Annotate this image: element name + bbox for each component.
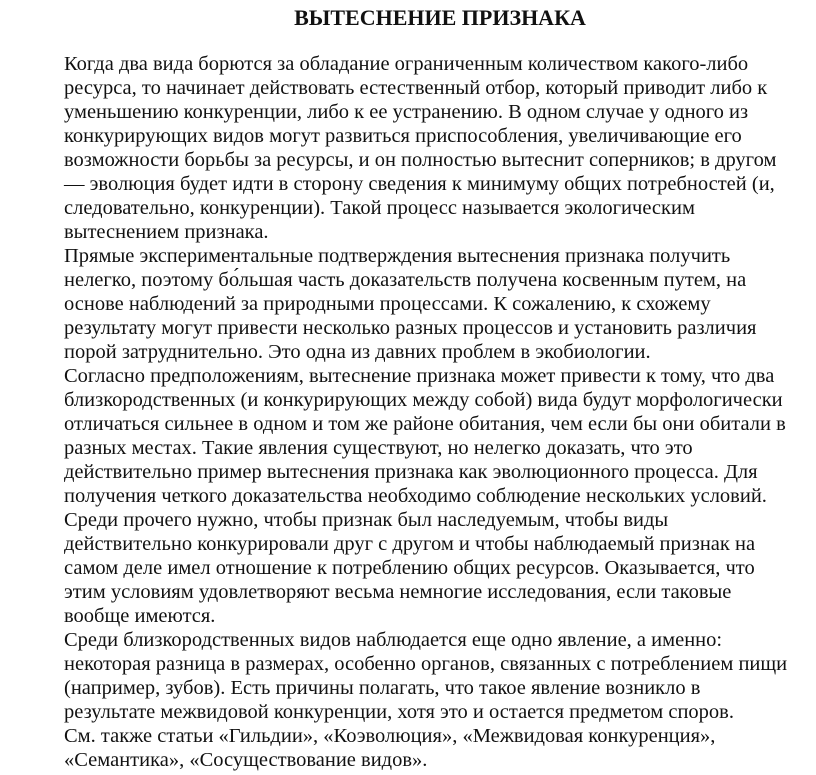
paragraph-see-also: [64, 724, 816, 772]
text-line: этим условиям удовлетворяют весьма немногие исследования, если таковые: [64, 581, 732, 603]
text-line: Среди близкородственных видов наблюдается еще одно явление, а именно:: [64, 629, 723, 651]
text-line: порой затруднительно. Это одна из давних проблем в экобиологии.: [64, 341, 651, 363]
text-line: «Семантика», «Сосуществование видов».: [64, 749, 428, 771]
text-line: действительно конкурировали друг с другом и чтобы наблюдаемый признак на: [64, 533, 756, 555]
text-line: нелегко, поэтому бо́льшая часть доказательств получена косвенным путем, на: [64, 269, 747, 291]
text-line: получения четкого доказательства необходимо соблюдение нескольких условий.: [64, 485, 767, 507]
text-line: вообще имеются.: [64, 605, 216, 627]
paragraph-2: [64, 244, 816, 364]
document-title: ВЫТЕСНЕНИЕ ПРИЗНАКА: [294, 5, 586, 30]
text-line: уменьшению конкуренции, либо к ее устранению. В одном случае у одного из: [64, 101, 749, 123]
text-line: вытеснением признака.: [64, 221, 269, 243]
text-line: результату могут привести несколько разных процессов и установить различия: [64, 317, 757, 339]
document-body: [64, 52, 816, 772]
paragraph-3: [64, 364, 816, 628]
text-line: Когда два вида борются за обладание ограниченным количеством какого-либо: [64, 53, 749, 75]
text-line: самом деле имел отношение к потреблению общих ресурсов. Оказывается, что: [64, 557, 755, 579]
paragraph-4: [64, 628, 816, 724]
text-line: близкородственных (и конкурирующих между собой) вида будут морфологически: [64, 389, 783, 411]
text-line: возможности борьбы за ресурсы, и он полностью вытеснит соперников; в другом: [64, 149, 777, 171]
text-line: отличаться сильнее в одном и том же районе обитания, чем если бы они обитали в: [64, 413, 786, 435]
text-line: Согласно предположениям, вытеснение признака может привести к тому, что два: [64, 365, 775, 387]
text-line: ресурса, то начинает действовать естественный отбор, который приводит либо к: [64, 77, 768, 99]
text-line: некоторая разница в размерах, особенно органов, связанных с потреблением пищи: [64, 653, 788, 675]
text-line: Среди прочего нужно, чтобы признак был наследуемым, чтобы виды: [64, 509, 669, 531]
text-line: результате межвидовой конкуренции, хотя это и остается предметом споров.: [64, 701, 734, 723]
text-line: действительно пример вытеснения признака как эволюционного процесса. Для: [64, 461, 758, 483]
text-line: основе наблюдений за природными процессами. К сожалению, к схожему: [64, 293, 711, 315]
text-line: — эволюция будет идти в сторону сведения к минимуму общих потребностей (и,: [64, 173, 775, 195]
paragraph-1: [64, 52, 816, 244]
text-line: (например, зубов). Есть причины полагать, что такое явление возникло в: [64, 677, 701, 699]
text-line: разных местах. Такие явления существуют, но нелегко доказать, что это: [64, 437, 693, 459]
text-line: конкурирующих видов могут развиться приспособления, увеличивающие его: [64, 125, 742, 147]
text-line: Прямые экспериментальные подтверждения вытеснения признака получить: [64, 245, 731, 267]
text-line: следовательно, конкуренции). Такой процесс называется экологическим: [64, 197, 695, 219]
text-line: См. также статьи «Гильдии», «Коэволюция», «Межвидовая конкуренция»,: [64, 725, 716, 747]
